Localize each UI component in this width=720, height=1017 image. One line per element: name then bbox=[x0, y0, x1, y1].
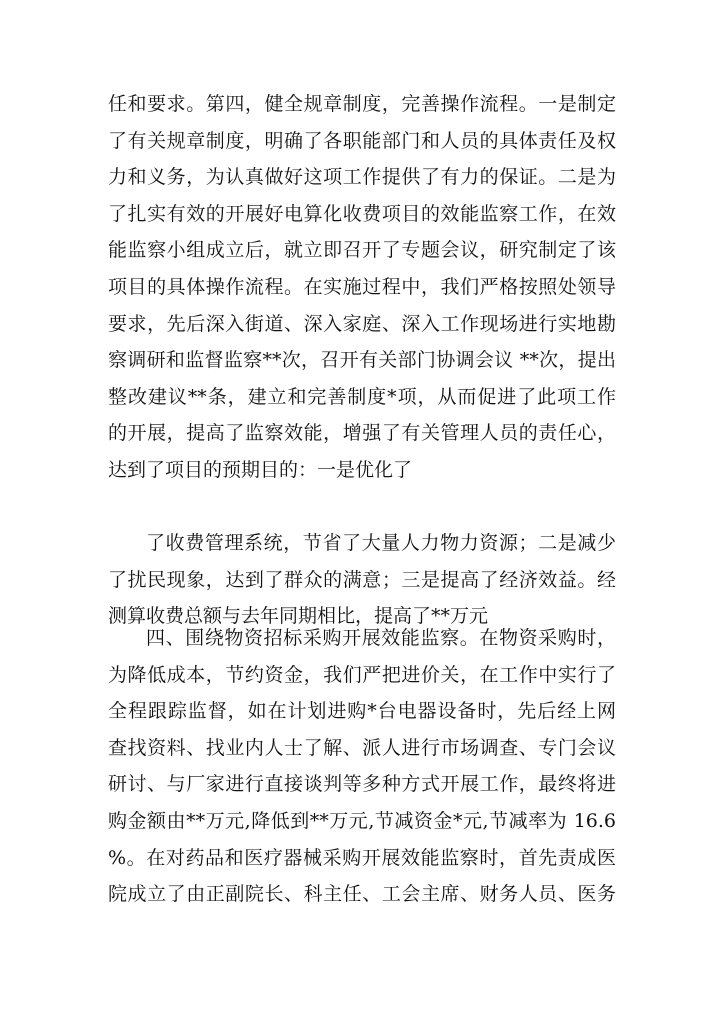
text-line: %。在对药品和医疗器械采购开展效能监察时，首先责成医 bbox=[108, 846, 616, 869]
text-line: 了扎实有效的开展好电算化收费项目的效能监察工作，在效 bbox=[108, 202, 616, 225]
text-line: 整改建议**条，建立和完善制度*项，从而促进了此项工作 bbox=[108, 385, 616, 408]
text-line: 了收费管理系统，节省了大量人力物力资源；二是减少 bbox=[146, 532, 616, 554]
text-line: 院成立了由正副院长、科主任、工会主席、财务人员、医务 bbox=[108, 883, 616, 906]
text-line: 研讨、与厂家进行直接谈判等多种方式开展工作，最终将进 bbox=[108, 773, 616, 796]
text-line: 项目的具体操作流程。在实施过程中，我们严格按照处领导 bbox=[108, 275, 616, 298]
text-line: 测算收费总额与去年同期相比，提高了**万元 bbox=[108, 605, 489, 628]
text-line: 四、围绕物资招标采购开展效能监察。在物资采购时， bbox=[146, 627, 616, 649]
text-line: 查找资料、找业内人士了解、派人进行市场调查、专门会议 bbox=[108, 736, 616, 759]
paragraph-results bbox=[108, 525, 616, 635]
paragraph-regulations bbox=[108, 86, 616, 489]
paragraph-procurement bbox=[108, 620, 616, 913]
text-line: 了有关规章制度，明确了各职能部门和人员的具体责任及权 bbox=[108, 129, 616, 152]
text-line: 全程跟踪监督，如在计划进购*台电器设备时，先后经上网 bbox=[108, 700, 616, 723]
text-line: 的开展，提高了监察效能，增强了有关管理人员的责任心， bbox=[108, 422, 616, 445]
text-line: 任和要求。第四，健全规章制度，完善操作流程。一是制定 bbox=[108, 93, 616, 115]
text-line: 为降低成本，节约资金，我们严把进价关，在工作中实行了 bbox=[108, 663, 616, 686]
text-line: 要求，先后深入街道、深入家庭、深入工作现场进行实地勘 bbox=[108, 312, 616, 335]
text-line: 能监察小组成立后，就立即召开了专题会议，研究制定了该 bbox=[108, 239, 616, 262]
text-line: 达到了项目的预期目的：一是优化了 bbox=[108, 458, 413, 481]
text-line: 力和义务，为认真做好这项工作提供了有力的保证。二是为 bbox=[108, 166, 616, 189]
text-line: 了扰民现象，达到了群众的满意；三是提高了经济效益。经 bbox=[108, 568, 616, 591]
text-line: 购金额由**万元,降低到**万元,节减资金*元,节减率为 16.6 bbox=[108, 809, 616, 832]
text-line: 察调研和监督监察**次，召开有关部门协调会议 **次，提出 bbox=[108, 349, 616, 372]
